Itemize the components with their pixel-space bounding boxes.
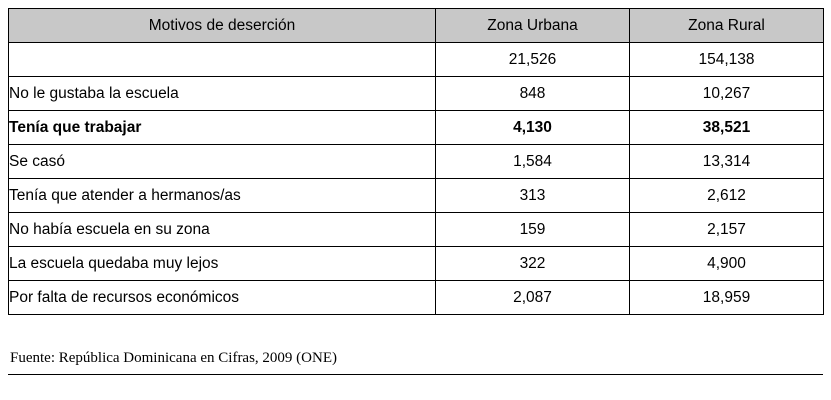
cell-zona-rural: 18,959 [630, 281, 824, 315]
cell-zona-rural: 154,138 [630, 43, 824, 77]
column-header-zona-urbana: Zona Urbana [436, 9, 630, 43]
cell-motivo: No había escuela en su zona [9, 213, 436, 247]
table-body [9, 43, 824, 315]
table-row [9, 43, 824, 77]
cell-zona-rural: 4,900 [630, 247, 824, 281]
table-row [9, 145, 824, 179]
cell-zona-urbana: 4,130 [436, 111, 630, 145]
cell-zona-rural: 10,267 [630, 77, 824, 111]
cell-zona-urbana: 848 [436, 77, 630, 111]
column-header-zona-rural: Zona Rural [630, 9, 824, 43]
table-header [9, 9, 824, 43]
table-row [9, 77, 824, 111]
cell-zona-rural: 38,521 [630, 111, 824, 145]
source-divider [8, 374, 823, 375]
table-row [9, 213, 824, 247]
cell-zona-urbana: 159 [436, 213, 630, 247]
cell-zona-urbana: 21,526 [436, 43, 630, 77]
desertion-reasons-table-container [8, 8, 823, 315]
table-row [9, 281, 824, 315]
table-row [9, 179, 824, 213]
column-header-motivo: Motivos de deserción [9, 9, 436, 43]
table-source-note: Fuente: República Dominicana en Cifras, 2009 (ONE) [10, 350, 337, 366]
cell-zona-rural: 2,612 [630, 179, 824, 213]
cell-motivo: Se casó [9, 145, 436, 179]
cell-zona-urbana: 1,584 [436, 145, 630, 179]
desertion-reasons-table [8, 8, 824, 315]
cell-zona-urbana: 322 [436, 247, 630, 281]
cell-zona-urbana: 2,087 [436, 281, 630, 315]
cell-zona-urbana: 313 [436, 179, 630, 213]
cell-motivo: La escuela quedaba muy lejos [9, 247, 436, 281]
table-row [9, 111, 824, 145]
cell-motivo: Tenía que trabajar [9, 111, 436, 145]
cell-motivo [9, 43, 436, 77]
table-row [9, 247, 824, 281]
cell-zona-rural: 13,314 [630, 145, 824, 179]
cell-motivo: Por falta de recursos económicos [9, 281, 436, 315]
cell-zona-rural: 2,157 [630, 213, 824, 247]
table-header-row [9, 9, 824, 43]
cell-motivo: No le gustaba la escuela [9, 77, 436, 111]
cell-motivo: Tenía que atender a hermanos/as [9, 179, 436, 213]
